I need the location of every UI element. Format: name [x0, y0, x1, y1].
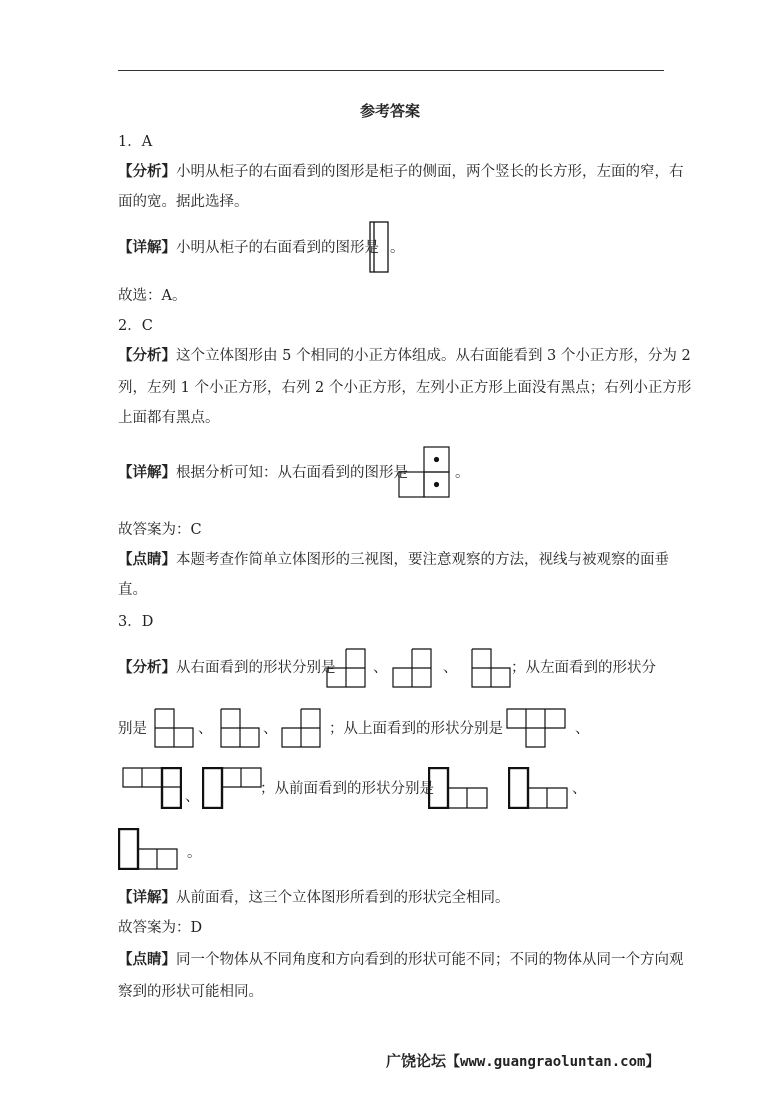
- analysis-tag: 【分析】: [118, 659, 176, 676]
- q3-analysis-right: [118, 658, 336, 678]
- q2-end-mark: 。: [455, 465, 470, 481]
- separator: 、: [198, 721, 213, 737]
- q3-detail-line: [118, 888, 510, 908]
- q3-top-view-2: [122, 767, 182, 809]
- separator: 、: [572, 781, 587, 797]
- page-title: 参考答案: [359, 102, 420, 120]
- q1-number: 1．A: [118, 134, 153, 150]
- q3-right-view-1: [326, 648, 366, 688]
- q3-comment-line-2: 察到的形状可能相同。: [118, 984, 263, 1000]
- analysis-tag: 【分析】: [118, 163, 176, 180]
- header-rule: [118, 70, 664, 71]
- separator: 、: [443, 660, 458, 676]
- detail-tag: 【详解】: [118, 889, 176, 906]
- q2-detail-text: 根据分析可知：从右面看到的图形是: [176, 465, 408, 481]
- q3-right-view-2: [392, 648, 432, 688]
- q1-detail-line: [118, 238, 379, 258]
- q3-front-view-1: [428, 767, 488, 809]
- q1-analysis-line-1: [118, 162, 684, 182]
- q3-left-text: ；从左面看到的形状分: [511, 660, 656, 676]
- comment-tag: 【点睛】: [118, 551, 176, 568]
- detail-tag: 【详解】: [118, 239, 176, 256]
- q3-end-mark: 。: [187, 845, 202, 861]
- q1-cabinet-side-figure: [369, 221, 389, 273]
- q1-detail-text: 小明从柜子的右面看到的图形是: [176, 240, 379, 256]
- q3-left-view-3: [281, 708, 321, 748]
- q2-detail-line: [118, 463, 408, 483]
- q2-answer: 故答案为：C: [118, 522, 202, 538]
- q3-number: 3．D: [118, 614, 154, 630]
- footer-url[interactable]: 【www.guangraoluntan.com】: [446, 1054, 660, 1070]
- q2-comment-text-1: 本题考查作简单立体图形的三视图，要注意观察的方法，视线与被观察的面垂: [176, 552, 669, 568]
- q3-front-view-2: [508, 767, 568, 809]
- q3-comment-text-1: 同一个物体从不同角度和方向看到的形状可能不同；不同的物体从同一个方向观: [176, 952, 684, 968]
- footer-site-name: 广饶论坛: [386, 1052, 447, 1070]
- q3-top-view-3: [202, 767, 262, 809]
- q1-analysis-text-1: 小明从柜子的右面看到的图形是柜子的侧面，两个竖长的长方形，左面的窄，右: [176, 164, 684, 180]
- q3-front-text: ；从前面看到的形状分别是: [260, 781, 434, 797]
- q2-analysis-line-3: 上面都有黑点。: [118, 410, 220, 426]
- analysis-tag: 【分析】: [118, 347, 176, 364]
- q2-comment-line-2: 直。: [118, 582, 147, 598]
- detail-tag: 【详解】: [118, 464, 176, 481]
- separator: 、: [373, 660, 388, 676]
- q2-analysis-line-1: [118, 346, 691, 366]
- q3-left-text-2: 别是: [118, 721, 147, 737]
- separator: 、: [263, 721, 278, 737]
- q3-comment-line-1: [118, 950, 684, 970]
- comment-tag: 【点睛】: [118, 951, 176, 968]
- q2-analysis-line-2: 列，左列 1 个小正方形，右列 2 个小正方形，左列小正方形上面没有黑点；右列小正方形: [118, 380, 692, 396]
- q2-comment-line-1: [118, 550, 669, 570]
- q3-left-view-2: [220, 708, 260, 748]
- q3-left-view-1: [154, 708, 194, 748]
- separator: 、: [575, 721, 590, 737]
- q3-right-text: 从右面看到的形状分别是: [176, 660, 336, 676]
- q2-right-view-figure: [398, 446, 450, 498]
- q2-analysis-text-1: 这个立体图形由 5 个相同的小正方体组成。从右面能看到 3 个小正方形，分为 2: [176, 348, 691, 364]
- q3-top-text: ；从上面看到的形状分别是: [329, 721, 503, 737]
- q3-top-view-1: [506, 708, 566, 748]
- q3-right-view-3: [471, 648, 511, 688]
- q3-front-view-3: [118, 828, 178, 870]
- footer: [386, 1050, 659, 1071]
- q1-analysis-line-2: 面的宽。据此选择。: [118, 194, 249, 210]
- q1-answer: 故选：A。: [118, 288, 187, 304]
- separator: 、: [185, 789, 200, 805]
- q3-answer: 故答案为：D: [118, 920, 203, 936]
- q1-end-mark: 。: [390, 240, 405, 256]
- q3-detail-text: 从前面看，这三个立体图形所看到的形状完全相同。: [176, 890, 510, 906]
- q2-number: 2．C: [118, 318, 153, 334]
